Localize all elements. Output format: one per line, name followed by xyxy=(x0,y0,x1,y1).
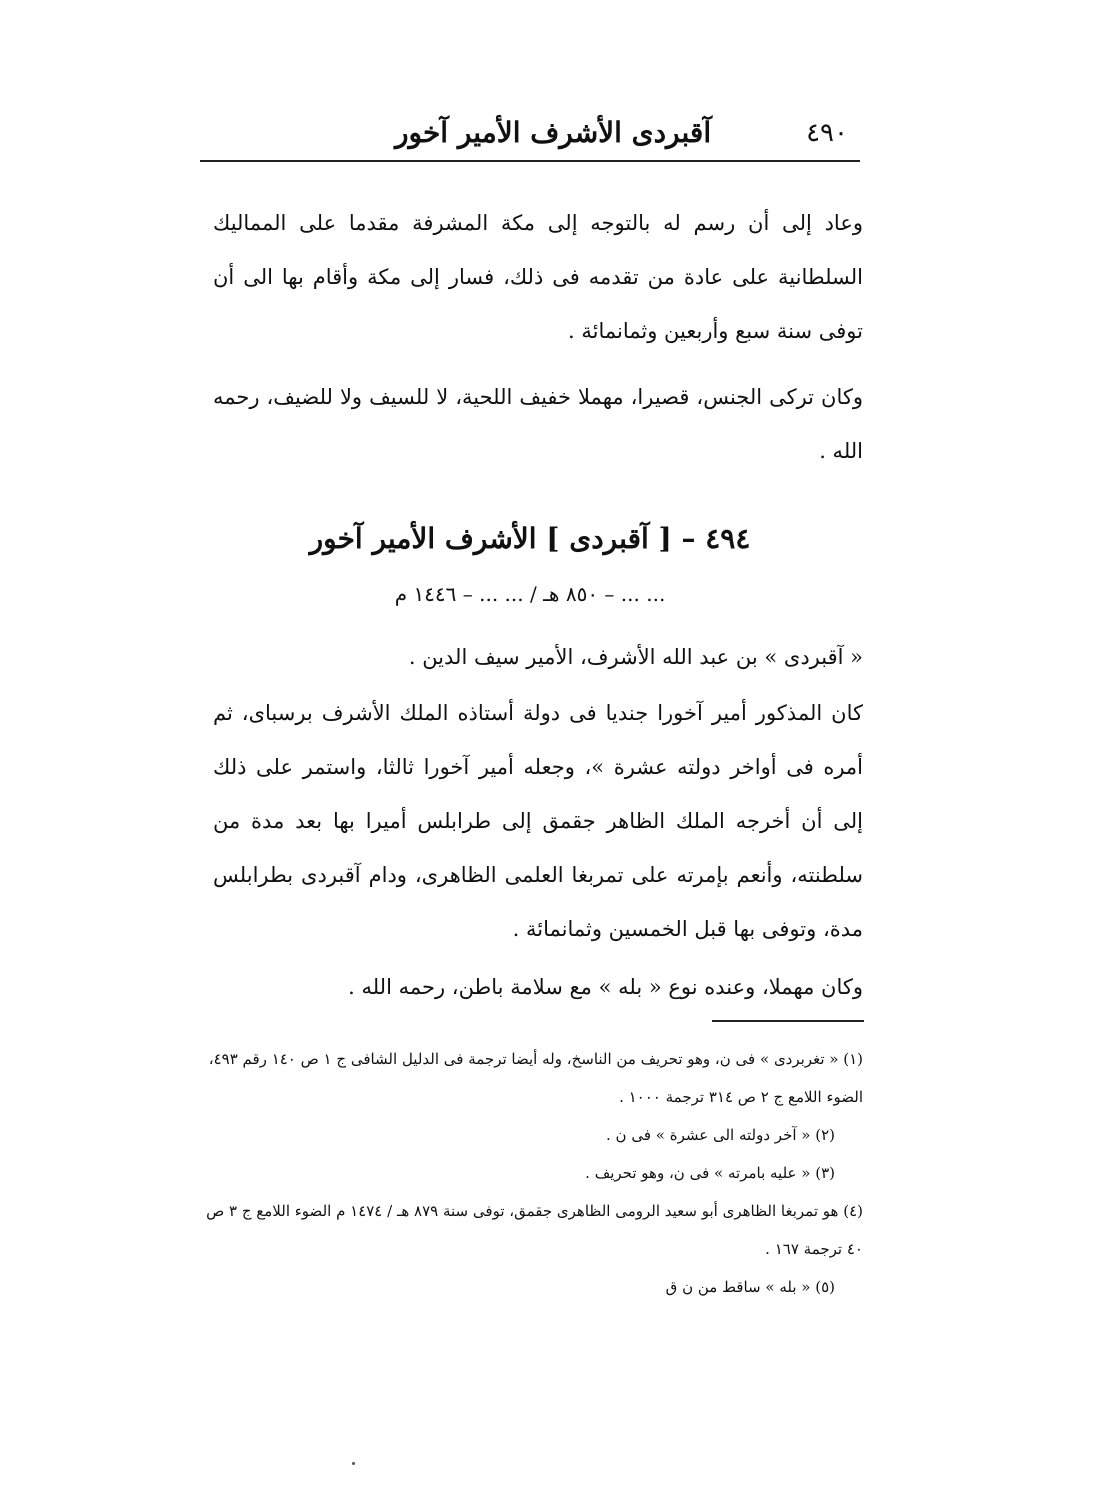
footnote-5: (٥) « بله » ساقط من ن ق xyxy=(665,1278,835,1296)
page-number: ٤٩٠ xyxy=(806,118,848,148)
footnote-4: (٤) هو تمربغا الظاهرى أبو سعيد الرومى الظاهرى جقمق، توفى سنة ٨٧٩ هـ / ١٤٧٤ م الضوء اللامع ج ٣ ص ٤٠ ترجمة ١٦٧ . xyxy=(206,1202,863,1258)
entry-heading: ٤٩٤ – [ آقبردى ] الأشرف الأمير آخور xyxy=(309,522,751,555)
footnote-1: (١) « تغربردى » فى ن، وهو تحريف من الناسخ، وله أيضا ترجمة فى الدليل الشافى ج ١ ص ١٤٠ رقم ٤٩٣، الضوء اللامع ج ٢ ص ٣١٤ ترجمة ١٠٠٠ . xyxy=(208,1050,863,1106)
footnote-3: (٣) « عليه بامرته » فى ن، وهو تحريف . xyxy=(585,1164,835,1182)
footnote-rule xyxy=(712,1020,864,1022)
page-header xyxy=(200,108,860,156)
entry-name-line: « آقبردى » بن عبد الله الأشرف، الأمير سيف الدين . xyxy=(408,645,863,669)
entry-closing: وكان مهملا، وعنده نوع « بله » مع سلامة باطن، رحمه الله . xyxy=(348,975,863,999)
footnote-2: (٢) « آخر دولته الى عشرة » فى ن . xyxy=(606,1126,835,1144)
paragraph-description: وكان تركى الجنس، قصيرا، مهملا خفيف اللحية، لا للسيف ولا للضيف، رحمه الله . xyxy=(213,385,863,463)
scan-speck xyxy=(352,1462,355,1465)
header-rule xyxy=(200,160,860,162)
footnotes xyxy=(203,1040,863,1306)
running-title: آقبردى الأشرف الأمير آخور xyxy=(395,116,712,149)
entry-biography: كان المذكور أمير آخورا جنديا فى دولة أستاذه الملك الأشرف برسباى، ثم أمره فى أواخر دولته عشرة »، وجعله أمير آخورا ثالثا، واستمر على ذلك إلى أن أخرجه الملك الظاهر جقمق إلى طرابلس أميرا بها بعد مدة من سلطنته، وأنعم بإمرته على تمربغا العلمى الظاهرى، ودام آقبردى بطرابلس مدة، وتوفى بها قبل الخمسين وثمانمائة . xyxy=(213,701,863,941)
paragraph-continuation: وعاد إلى أن رسم له بالتوجه إلى مكة المشرفة مقدما على المماليك السلطانية على عادة من تقدمه فى ذلك، فسار إلى مكة وأقام بها الى أن توفى سنة سبع وأربعين وثمانمائة . xyxy=(213,211,863,343)
entry-dates: ... ... – ٨٥٠ هـ / ... ... – ١٤٤٦ م xyxy=(394,582,666,606)
